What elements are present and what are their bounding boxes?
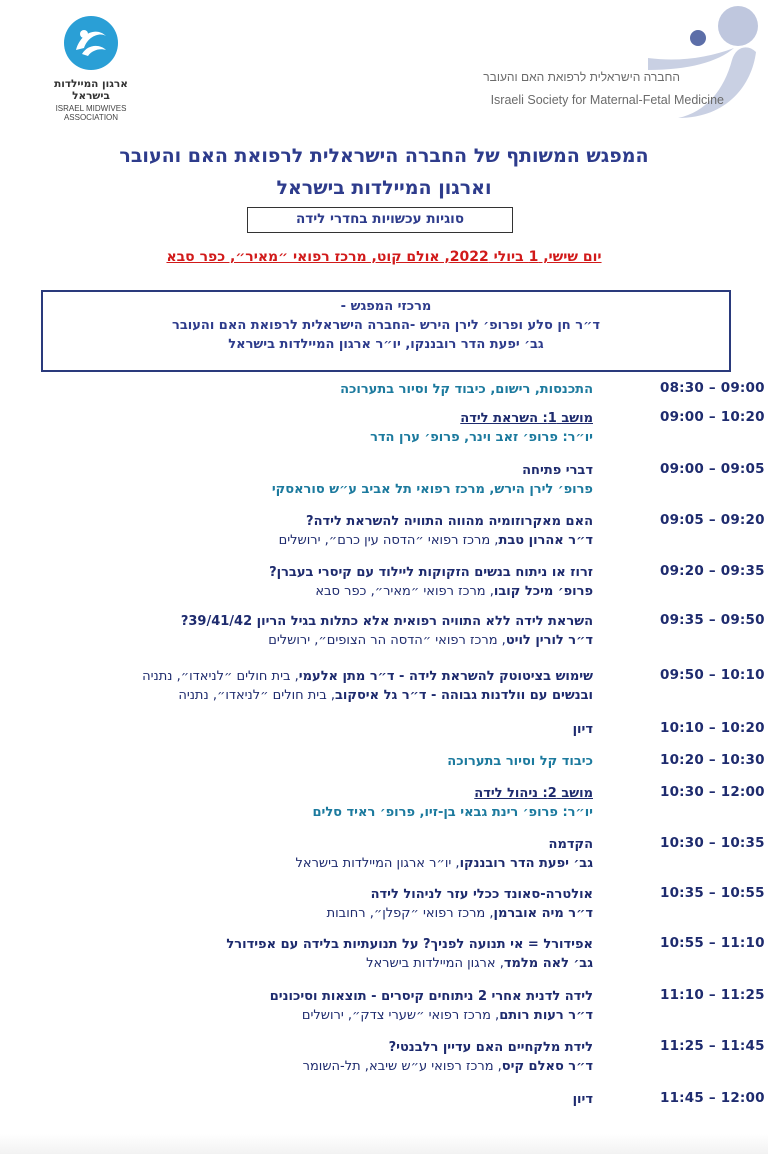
- session-title: מושב 2: ניהול לידה: [474, 786, 593, 801]
- time-slot: 09:05 – 09:20: [660, 512, 765, 528]
- time-slot: 09:00 – 10:20: [660, 409, 765, 425]
- speaker: [0, 531, 593, 550]
- time-slot: 10:10 – 10:20: [660, 720, 765, 736]
- time-slot: 10:30 – 12:00: [660, 784, 765, 800]
- coordinators-box: [41, 290, 731, 372]
- speaker-affiliation: , מרכז רפואי ״הדסה עין כרם״, ירושלים: [278, 533, 499, 548]
- schedule-row: [0, 784, 768, 828]
- header: [0, 0, 768, 140]
- time-slot: 10:55 – 11:10: [660, 935, 765, 951]
- speaker-name: גב׳ לאה מלמד: [503, 956, 593, 971]
- time-slot: 09:00 – 09:05: [660, 461, 765, 477]
- coordinators-line-1: ד״ר חן סלע ופרופ׳ לירן הירש -החברה הישראלית לרפואת האם והעובר: [172, 318, 600, 333]
- speaker-name: ד״ר רעות רותם: [499, 1008, 593, 1023]
- session-title: התכנסות, רישום, כיבוד קל וסיור בתערוכה: [340, 382, 593, 397]
- schedule-row: [0, 935, 768, 979]
- talk-title: דברי פתיחה: [522, 463, 593, 478]
- session-title: דיון: [572, 1092, 593, 1107]
- schedule-row: [0, 1038, 768, 1082]
- speaker: [0, 904, 593, 923]
- schedule-row: [0, 461, 768, 505]
- page-bottom-edge: [0, 1134, 768, 1154]
- midwives-logo: [36, 14, 146, 122]
- session-title: מושב 1: השראת לידה: [460, 411, 593, 426]
- talk-title: האם מאקרוזומיה מהווה התוויה להשראת לידה?: [306, 514, 593, 529]
- schedule-row: [0, 885, 768, 929]
- talk-title: לידת מלקחיים האם עדיין רלבנטי?: [388, 1040, 593, 1055]
- speaker-name: ד״ר לורין לויט: [505, 633, 593, 648]
- schedule-row: [0, 1090, 768, 1134]
- schedule-row: [0, 512, 768, 556]
- schedule-row: [0, 409, 768, 453]
- speaker-name: ד״ר סאלם קיס: [501, 1059, 593, 1074]
- schedule-row: [0, 667, 768, 711]
- session-chairs: יו״ר: פרופ׳ זאב וינר, פרופ׳ ערן הדר: [370, 430, 593, 445]
- speaker-affiliation: , מרכז רפואי ״מאיר״, כפר סבא: [315, 584, 494, 599]
- time-slot: 11:45 – 12:00: [660, 1090, 765, 1106]
- coordinators-line-2: גב׳ יפעת הדר רובננקו, יו״ר ארגון המיילדות בישראל: [228, 337, 544, 352]
- schedule-row: [0, 563, 768, 607]
- talk-title-affiliation: , בית חולים ״לניאדו״, נתניה: [142, 669, 299, 684]
- time-slot: 11:10 – 11:25: [660, 987, 765, 1003]
- session-title: כיבוד קל וסיור בתערוכה: [447, 754, 593, 769]
- schedule-row: [0, 612, 768, 656]
- speaker: פרופ׳ לירן הירש, מרכז רפואי תל אביב ע״ש סוראסקי: [271, 482, 593, 497]
- speaker-affiliation: , יו״ר ארגון המיילדות בישראל: [295, 856, 460, 871]
- session-title: דיון: [572, 722, 593, 737]
- time-slot: 10:30 – 10:35: [660, 835, 765, 851]
- talk-title: השראת לידה ללא התוויה רפואית אלא כתלות בגיל הריון 39/41/42?: [180, 614, 593, 629]
- time-slot: 09:35 – 09:50: [660, 612, 765, 628]
- speaker-affiliation: , ארגון המיילדות בישראל: [366, 956, 504, 971]
- society-logo: [428, 0, 768, 140]
- speaker-name: ובנשים עם וולדנות גבוהה - ד״ר גל איסקוב: [335, 688, 593, 703]
- speaker: [0, 582, 593, 601]
- speaker: [0, 1006, 593, 1025]
- speaker: [0, 854, 593, 873]
- session-chairs: יו״ר: פרופ׳ רינת גבאי בן-זיו, פרופ׳ ראיד סלים: [312, 805, 593, 820]
- time-slot: 09:50 – 10:10: [660, 667, 765, 683]
- speaker-affiliation: , מרכז רפואי ״הדסה הר הצופים״, ירושלים: [268, 633, 506, 648]
- speaker-name: פרופ׳ מיכל קובו: [493, 584, 593, 599]
- page-title: [0, 140, 768, 204]
- midwives-name-he: ארגון המיילדות בישראל: [54, 78, 128, 102]
- society-name-he: החברה הישראלית לרפואת האם והעובר: [483, 70, 680, 84]
- talk-title: לידה לדנית אחרי 2 ניתוחים קיסרים - תוצאות וסיכונים: [269, 989, 593, 1004]
- midwives-name-en: ISRAEL MIDWIVES ASSOCIATION: [55, 104, 127, 122]
- talk-title: הקדמה: [548, 837, 593, 852]
- title-line-2: וארגון המיילדות בישראל: [276, 177, 492, 199]
- talk-title: אפידורל = אי תנועה לפניך? על תנועתיות בלידה עם אפידורל: [226, 937, 593, 952]
- speaker-affiliation: , מרכז רפואי ״קפלן״, רחובות: [326, 906, 494, 921]
- title-line-1: המפגש המשותף של החברה הישראלית לרפואת האם והעובר: [119, 145, 649, 167]
- speaker: [0, 1057, 593, 1076]
- speaker-affiliation: , בית חולים ״לניאדו״, נתניה: [178, 688, 335, 703]
- society-name-en: Israeli Society for Maternal-Fetal Medicine: [490, 93, 724, 107]
- midwives-emblem-icon: [62, 14, 120, 72]
- speaker-affiliation: , מרכז רפואי ע״ש שיבא, תל-השומר: [302, 1059, 502, 1074]
- time-slot: 10:35 – 10:55: [660, 885, 765, 901]
- speaker: [0, 686, 593, 705]
- time-slot: 09:20 – 09:35: [660, 563, 765, 579]
- schedule-row: [0, 835, 768, 879]
- subject-box: סוגיות עכשויות בחדרי לידה: [247, 207, 513, 233]
- talk-title-main: שימוש בציטוטק להשראת לידה - ד״ר מתן אלעמי: [298, 669, 593, 684]
- speaker-name: גב׳ יפעת הדר רובננקו: [459, 856, 593, 871]
- speaker: [0, 631, 593, 650]
- speaker: [0, 954, 593, 973]
- talk-title: אולטרה-סאונד ככלי עזר לניהול לידה: [370, 887, 593, 902]
- talk-title: [0, 667, 593, 686]
- time-slot: 11:25 – 11:45: [660, 1038, 765, 1054]
- time-slot: 08:30 – 09:00: [660, 380, 765, 396]
- time-slot: 10:20 – 10:30: [660, 752, 765, 768]
- speaker-name: ד״ר אהרון טבת: [498, 533, 593, 548]
- speaker-affiliation: , מרכז רפואי ״שערי צדק״, ירושלים: [301, 1008, 500, 1023]
- talk-title: זרוז או ניתוח בנשים הזקוקות ליילוד עם קיסרי בעברן?: [269, 565, 593, 580]
- speaker-name: ד״ר מיה אוברמן: [493, 906, 593, 921]
- schedule-row: [0, 987, 768, 1031]
- coordinators-title: מרכזי המפגש -: [340, 299, 432, 314]
- date-location: יום שישי, 1 ביולי 2022, אולם קוט, מרכז רפואי ״מאיר״, כפר סבא: [166, 249, 602, 265]
